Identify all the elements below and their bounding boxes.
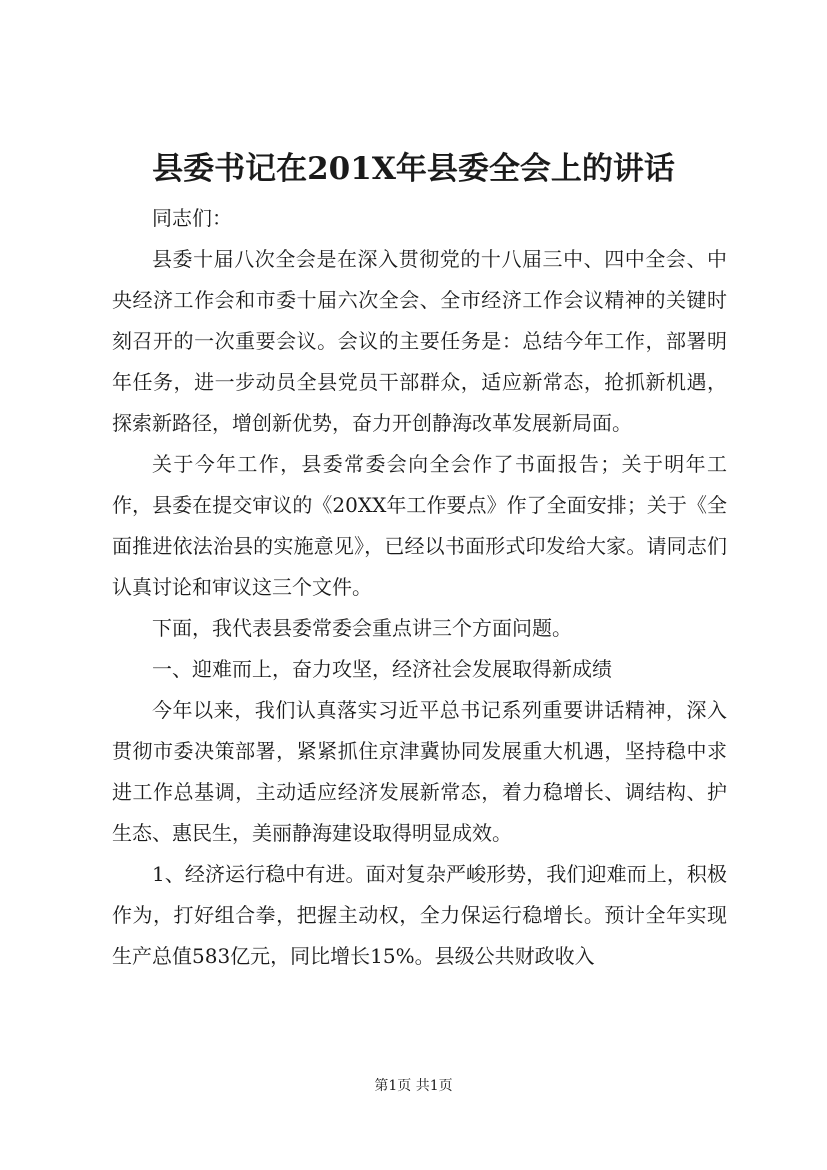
body-paragraph: 下面，我代表县委常委会重点讲三个方面问题。 xyxy=(152,616,572,640)
document-title: 县委书记在201X年县委全会上的讲话 xyxy=(152,151,675,187)
body-paragraph: 关于今年工作，县委常委会向全会作了书面报告；关于明年工作，县委在提交审议的《20XX年工作要点》作了全面安排；关于《全面推进依法治县的实施意见》，已经以书面形式印发给大家。请同志们认真讨论和审议这三个文件。 xyxy=(112,452,727,599)
section-heading: 一、迎难而上，奋力攻坚，经济社会发展取得新成绩 xyxy=(152,657,612,681)
body-paragraph: 县委十届八次全会是在深入贯彻党的十八届三中、四中全会、中央经济工作会和市委十届六次全会、全市经济工作会议精神的关键时刻召开的一次重要会议。会议的主要任务是：总结今年工作，部署明年任务，进一步动员全县党员干部群众，适应新常态，抢抓新机遇，探索新路径，增创新优势，奋力开创静海改革发展新局面。 xyxy=(112,247,727,435)
salutation-paragraph: 同志们： xyxy=(152,206,232,230)
body-paragraph: 1、经济运行稳中有进。面对复杂严峻形势，我们迎难而上，积极作为，打好组合拳，把握主动权，全力保运行稳增长。预计全年实现生产总值583亿元，同比增长15%。县级公共财政收入 xyxy=(112,862,727,968)
body-paragraph: 今年以来，我们认真落实习近平总书记系列重要讲话精神，深入贯彻市委决策部署，紧紧抓住京津冀协同发展重大机遇，坚持稳中求进工作总基调，主动适应经济发展新常态，着力稳增长、调结构、护生态、惠民生，美丽静海建设取得明显成效。 xyxy=(112,698,727,845)
page-footer: 第1页 共1页 xyxy=(374,1078,453,1094)
document-body xyxy=(112,198,727,977)
